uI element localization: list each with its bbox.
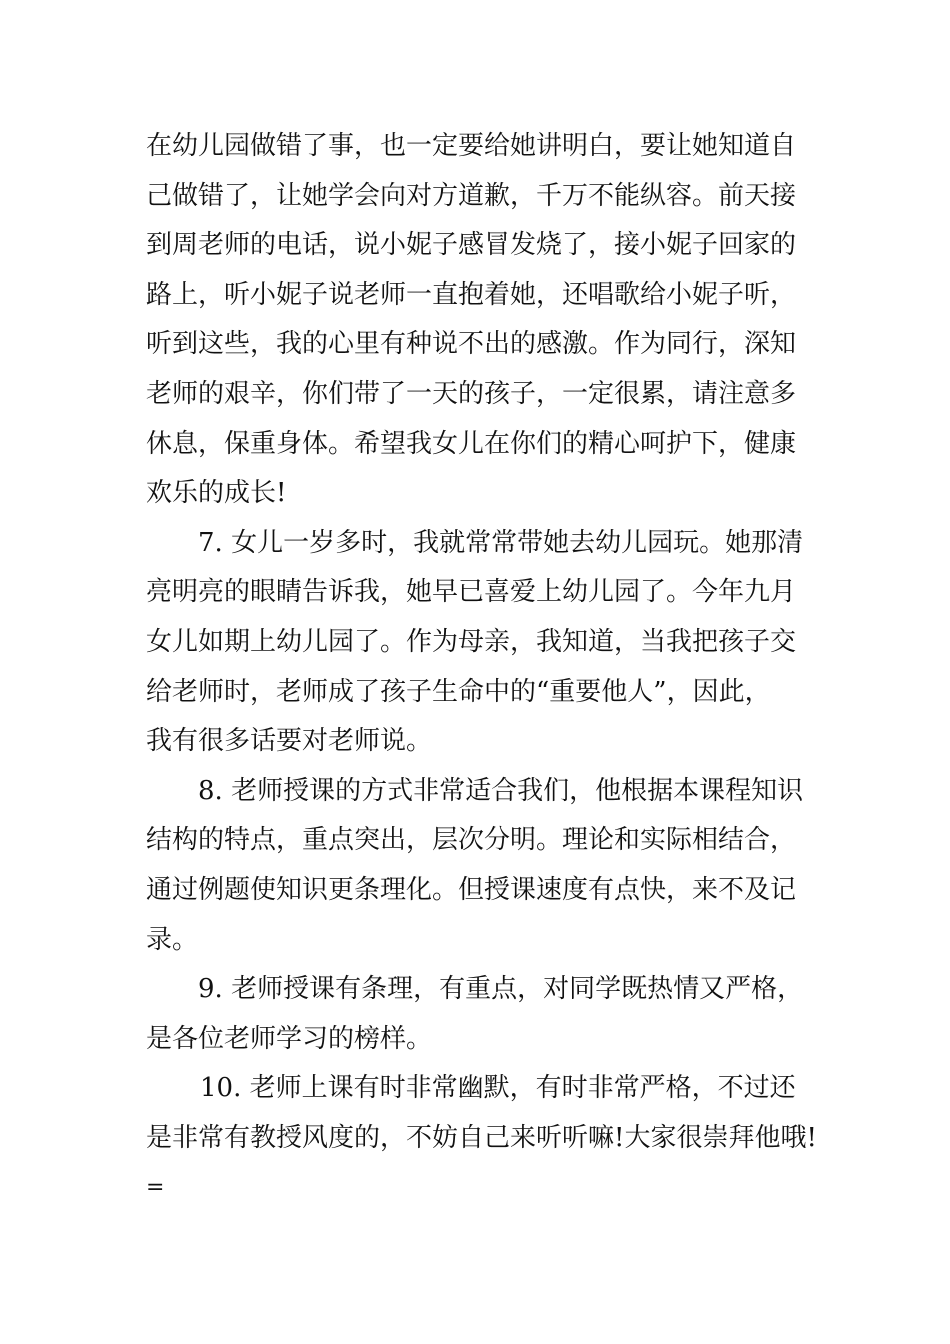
text-line: 欢乐的成长! [146, 478, 287, 509]
text-line: 在幼儿园做错了事，也一定要给她讲明白，要让她知道自 [146, 131, 797, 161]
body-text [146, 122, 816, 1213]
paragraph-7-first-line: 7. 女儿一岁多时，我就常常带她去幼儿园玩。她那清 [198, 527, 804, 558]
text-line: 己做错了，让她学会向对方道歉，千万不能纵容。前天接 [146, 180, 797, 211]
paragraph-10-first-line: 10. 老师上课有时非常幽默，有时非常严格，不过还 [200, 1073, 796, 1104]
paragraph-8-first-line: 8. 老师授课的方式非常适合我们，他根据本课程知识 [198, 775, 804, 806]
text-line: 到周老师的电话，说小妮子感冒发烧了，接小妮子回家的 [146, 230, 797, 261]
text-line: 是非常有教授风度的，不妨自己来听听嘛!大家很崇拜他哦! [146, 1122, 817, 1153]
text-line: 听到这些，我的心里有种说不出的感激。作为同行，深知 [146, 329, 797, 360]
text-line: 通过例题使知识更条理化。但授课速度有点快，来不及记 [146, 874, 797, 905]
text-line: 女儿如期上幼儿园了。作为母亲，我知道，当我把孩子交 [146, 626, 797, 657]
text-line: 路上，听小妮子说老师一直抱着她，还唱歌给小妮子听， [146, 279, 797, 310]
paragraph-9-first-line: 9. 老师授课有条理，有重点，对同学既热情又严格， [198, 974, 804, 1005]
text-line: 结构的特点，重点突出，层次分明。理论和实际相结合， [146, 825, 797, 856]
trailing-mark: = [146, 1175, 165, 1201]
text-line: 亮明亮的眼睛告诉我，她早已喜爱上幼儿园了。今年九月 [146, 577, 797, 608]
text-line: 录。 [146, 924, 199, 955]
text-line: 我有很多话要对老师说。 [146, 726, 433, 757]
text-line: 休息，保重身体。希望我女儿在你们的精心呵护下，健康 [146, 428, 797, 459]
text-line: 是各位老师学习的榜样。 [146, 1023, 433, 1054]
text-line: 给老师时，老师成了孩子生命中的“重要他人”，因此， [146, 676, 771, 707]
text-line: 老师的艰辛，你们带了一天的孩子，一定很累，请注意多 [146, 378, 797, 409]
